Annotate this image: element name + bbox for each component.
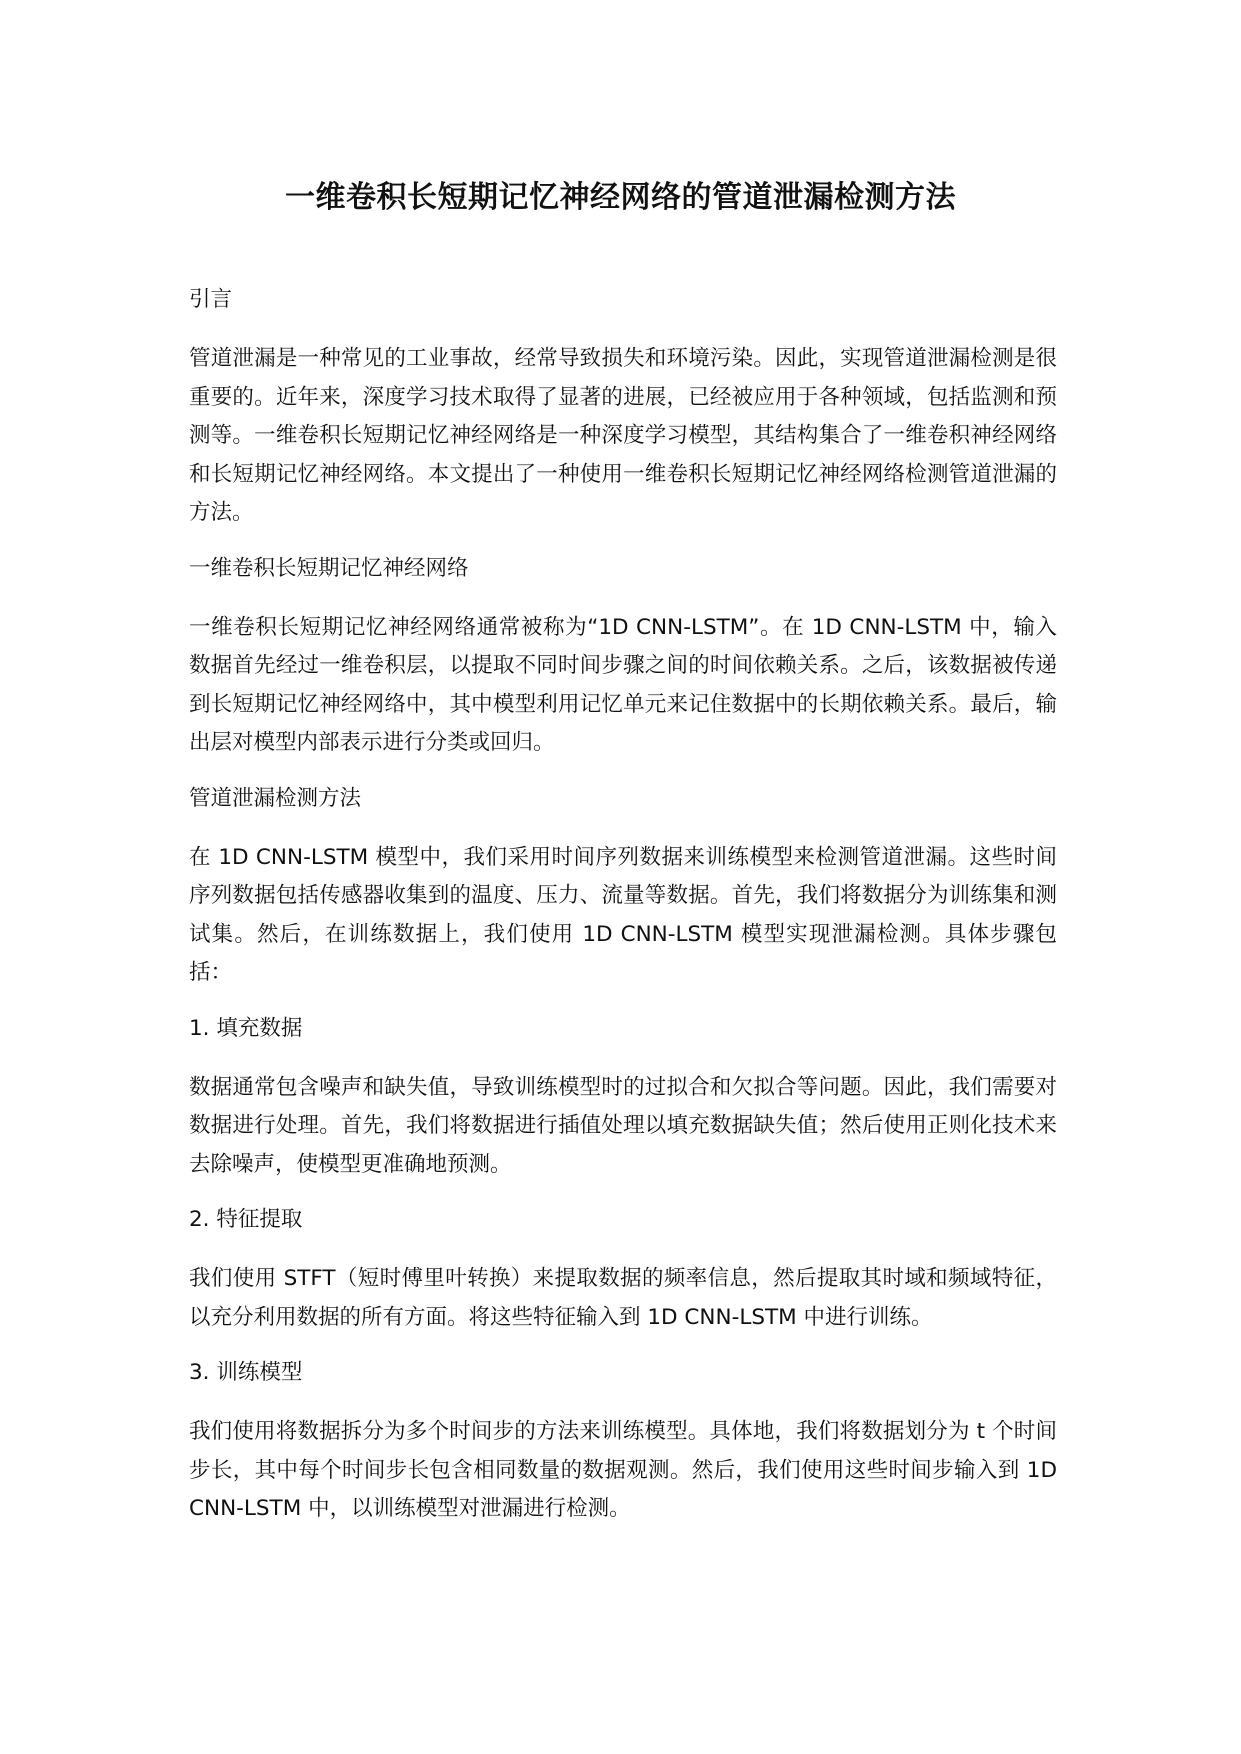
section-heading-method: 管道泄漏检测方法 (189, 785, 362, 811)
paragraph-step-3: 我们使用将数据拆分为多个时间步的方法来训练模型。具体地，我们将数据划分为 t 个时间步长，其中每个时间步长包含相同数量的数据观测。然后，我们使用这些时间步输入到 1D CNN-LSTM 中，以训练模型对泄漏进行检测。 (189, 1419, 1057, 1521)
paragraph-model: 一维卷积长短期记忆神经网络通常被称为“1D CNN-LSTM”。在 1D CNN-LSTM 中，输入数据首先经过一维卷积层，以提取不同时间步骤之间的时间依赖关系。之后，该数据被传递到长短期记忆神经网络中，其中模型利用记忆单元来记住数据中的长期依赖关系。最后，输出层对模型内部表示进行分类或回归。 (189, 614, 1057, 755)
step-heading-1: 1. 填充数据 (189, 1015, 303, 1041)
paragraph-step-1: 数据通常包含噪声和缺失值，导致训练模型时的过拟合和欠拟合等问题。因此，我们需要对数据进行处理。首先，我们将数据进行插值处理以填充数据缺失值；然后使用正则化技术来去除噪声，使模型更准确地预测。 (189, 1074, 1057, 1177)
paragraph-intro: 管道泄漏是一种常见的工业事故，经常导致损失和环境污染。因此，实现管道泄漏检测是很重要的。近年来，深度学习技术取得了显著的进展，已经被应用于各种领域，包括监测和预测等。一维卷积长短期记忆神经网络是一种深度学习模型，其结构集合了一维卷积神经网络和长短期记忆神经网络。本文提出了一种使用一维卷积长短期记忆神经网络检测管道泄漏的方法。 (189, 346, 1057, 525)
paragraph-step-2: 我们使用 STFT（短时傅里叶转换）来提取数据的频率信息，然后提取其时域和频域特征，以充分利用数据的所有方面。将这些特征输入到 1D CNN-LSTM 中进行训练。 (189, 1266, 1057, 1330)
section-heading-intro: 引言 (189, 287, 233, 312)
step-heading-2: 2. 特征提取 (189, 1207, 303, 1232)
document-body (189, 285, 1057, 1550)
section-heading-model: 一维卷积长短期记忆神经网络 (189, 555, 469, 581)
paragraph-method: 在 1D CNN-LSTM 模型中，我们采用时间序列数据来训练模型来检测管道泄漏。这些时间序列数据包括传感器收集到的温度、压力、流量等数据。首先，我们将数据分为训练集和测试集。然后，在训练数据上，我们使用 1D CNN-LSTM 模型实现泄漏检测。具体步骤包括： (189, 844, 1057, 985)
step-heading-3: 3. 训练模型 (189, 1360, 303, 1385)
document-title: 一维卷积长短期记忆神经网络的管道泄漏检测方法 (285, 180, 956, 215)
